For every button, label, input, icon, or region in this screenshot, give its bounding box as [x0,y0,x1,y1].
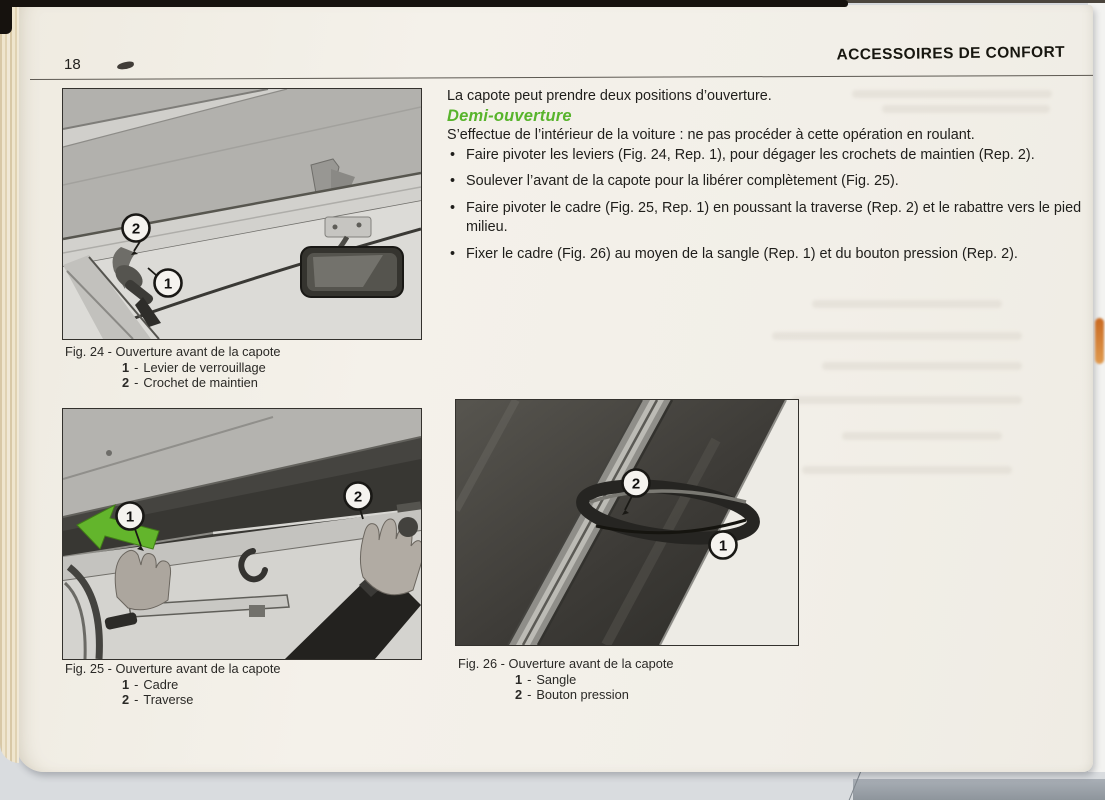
instruction-list [447,146,1088,265]
instruction-item: • Faire pivoter le cadre (Fig. 25, Rep. 1) en poussant la traverse (Rep. 2) et le rabattre vers le pied milieu. [447,199,1088,238]
callout-2-number: 2 [353,488,363,506]
show-through-text [812,300,1002,308]
figure-25-caption [65,661,281,708]
instruction-item: • Fixer le cadre (Fig. 26) au moyen de la sangle (Rep. 1) et du bouton pression (Rep. 2). [447,245,1088,265]
chapter-header: ACCESSOIRES DE CONFORT [836,43,1066,64]
figure-25-photo [62,408,422,660]
scanner-background-bottom [853,779,1105,800]
callout-2-number: 2 [631,475,641,493]
page-edge-stain [1095,318,1104,364]
figure-26-photo [455,399,799,646]
mirror-mount-plate [325,217,371,237]
show-through-text [792,396,1022,404]
callout-1-number: 1 [718,537,728,555]
show-through-text [772,332,1022,340]
figure-25-caption-item-1: 1 - Cadre [122,676,179,692]
lead-paragraph: S’effectue de l’intérieur de la voiture : ne pas procéder à cette opération en roulant. [447,127,975,143]
figure-26-caption-item-1: 1 - Sangle [515,671,577,687]
figure-26-caption-item-2: 2 - Bouton pression [515,687,629,702]
instruction-item: • Faire pivoter les leviers (Fig. 24, Rep. 1), pour dégager les crochets de maintien (Rep. 2). [447,146,1088,166]
figure-26-caption [458,656,674,703]
figure-24-photo [62,88,422,340]
callout-2-number: 2 [131,220,141,238]
show-through-text [822,362,1022,370]
scan-corner-shadow [0,0,12,34]
intro-paragraph: La capote peut prendre deux positions d’ouverture. [447,88,772,104]
figure-24-caption-title: Fig. 24 - Ouverture avant de la capote [65,344,281,359]
instruction-item: • Soulever l’avant de la capote pour la libérer complètement (Fig. 25). [447,172,1088,192]
figure-24-caption [65,344,281,391]
figure-24-caption-item-2: 2 - Crochet de maintien [122,375,258,390]
page-number: 18 [64,56,81,73]
figure-24-caption-item-1: 1 - Levier de verrouillage [122,359,266,375]
book-page-stack-edge [0,7,19,763]
main-text-column [447,87,1088,271]
show-through-text [802,466,1012,474]
figure-25-caption-title: Fig. 25 - Ouverture avant de la capote [65,661,281,676]
figure-26-caption-title: Fig. 26 - Ouverture avant de la capote [458,656,674,671]
show-through-text [842,432,1002,440]
section-title: Demi-ouverture [447,106,572,125]
callout-1-number: 1 [163,275,173,293]
figure-25-caption-item-2: 2 - Traverse [122,692,194,707]
scan-top-edge-dark [0,0,848,7]
callout-1-number: 1 [125,508,135,526]
